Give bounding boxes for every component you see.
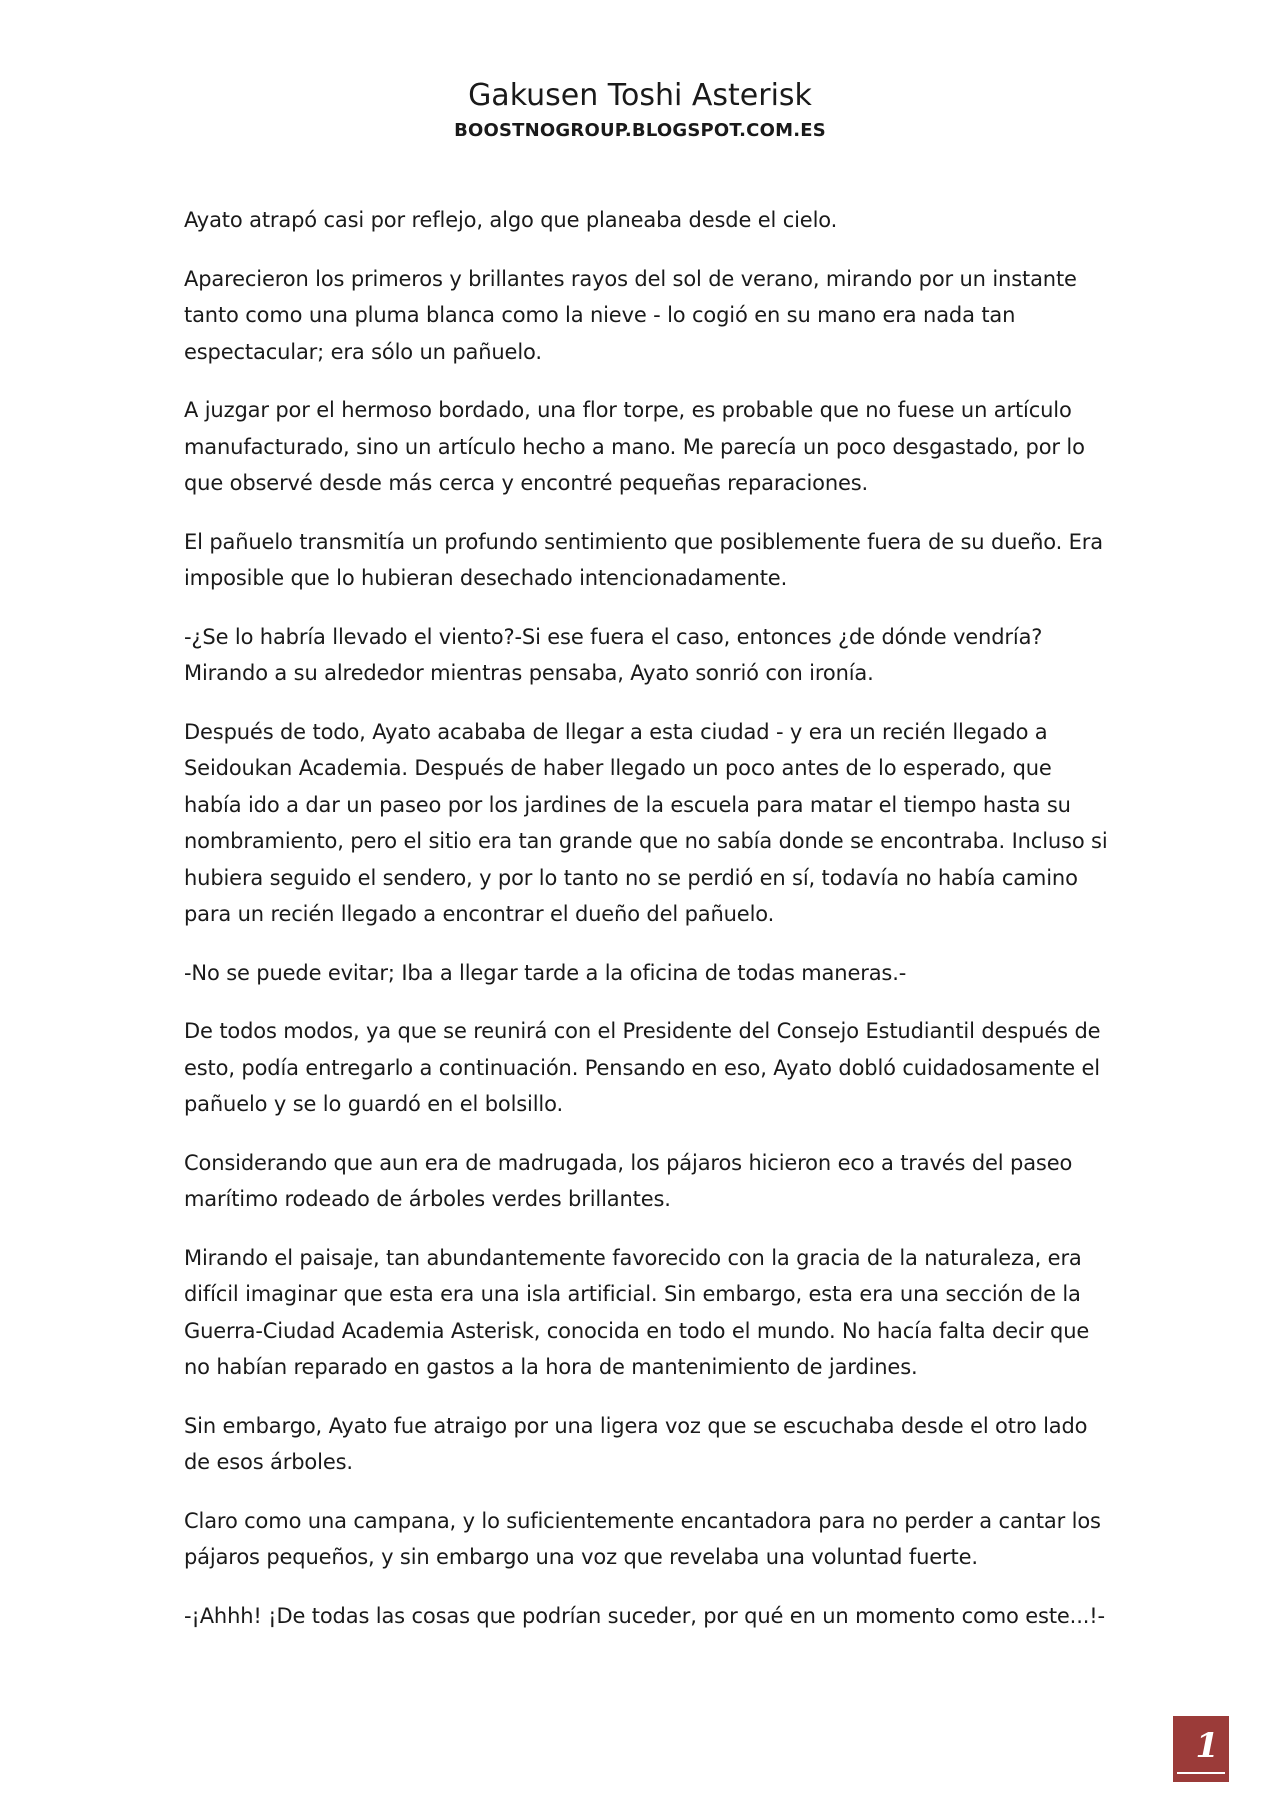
page-number-badge [1173, 1716, 1229, 1782]
paragraph: Mirando el paisaje, tan abundantemente favorecido con la gracia de la naturaleza, era difícil imaginar que esta era una isla artificial. Sin embargo, esta era una sección de la Guerra-Ciudad Academia Asterisk, conocida en todo el mundo. No hacía falta decir que no habían reparado en gastos a la hora de mantenimiento de jardines. [184, 1245, 1090, 1379]
paragraph: A juzgar por el hermoso bordado, una flor torpe, es probable que no fuese un artículo manufacturado, sino un artículo hecho a mano. Me parecía un poco desgastado, por lo que observé desde más cerca y encontré pequeñas reparaciones. [184, 398, 1085, 495]
page-header [0, 76, 1280, 144]
paragraph: Aparecieron los primeros y brillantes rayos del sol de verano, mirando por un instante tanto como una pluma blanca como la nieve - lo cogió en su mano era nada tan espectacular; era sólo un pañuelo. [184, 266, 1077, 364]
page-number: 1 [1195, 1726, 1219, 1766]
paragraph: -¡Ahhh! ¡De todas las cosas que podrían suceder, por qué en un momento como este...!- [184, 1603, 1105, 1628]
paragraph: -No se puede evitar; Iba a llegar tarde a la oficina de todas maneras.- [184, 960, 907, 985]
document-body [184, 202, 1109, 1656]
page-number-underline [1177, 1772, 1225, 1774]
paragraph: Después de todo, Ayato acababa de llegar a esta ciudad - y era un recién llegado a Seidoukan Academia. Después de haber llegado un poco antes de lo esperado, que había ido a dar un paseo por los jardines de la escuela para matar el tiempo hasta su nombramiento, pero el sitio era tan grande que no sabía donde se encontraba. Incluso si hubiera seguido el sendero, y por lo tanto no se perdió en sí, todavía no había camino para un recién llegado a encontrar el dueño del pañuelo. [184, 719, 1108, 926]
paragraph: Claro como una campana, y lo suficientemente encantadora para no perder a cantar los pájaros pequeños, y sin embargo una voz que revelaba una voluntad fuerte. [184, 1508, 1101, 1569]
paragraph: -¿Se lo habría llevado el viento?-Si ese fuera el caso, entonces ¿de dónde vendría? Mirando a su alrededor mientras pensaba, Ayato sonrió con ironía. [184, 624, 1043, 685]
paragraph: De todos modos, ya que se reunirá con el Presidente del Consejo Estudiantil después de esto, podía entregarlo a continuación. Pensando en eso, Ayato dobló cuidadosamente el pañuelo y se lo guardó en el bolsillo. [184, 1019, 1101, 1116]
paragraph: Considerando que aun era de madrugada, los pájaros hicieron eco a través del paseo marítimo rodeado de árboles verdes brillantes. [184, 1150, 1073, 1211]
paragraph: El pañuelo transmitía un profundo sentimiento que posiblemente fuera de su dueño. Era imposible que lo hubieran desechado intencionadamente. [184, 529, 1103, 590]
document-title: Gakusen Toshi Asterisk [468, 78, 812, 113]
source-url: BOOSTNOGROUP.BLOGSPOT.COM.ES [454, 120, 826, 141]
paragraph: Ayato atrapó casi por reflejo, algo que planeaba desde el cielo. [184, 208, 838, 232]
paragraph: Sin embargo, Ayato fue atraigo por una ligera voz que se escuchaba desde el otro lado de esos árboles. [184, 1413, 1088, 1474]
